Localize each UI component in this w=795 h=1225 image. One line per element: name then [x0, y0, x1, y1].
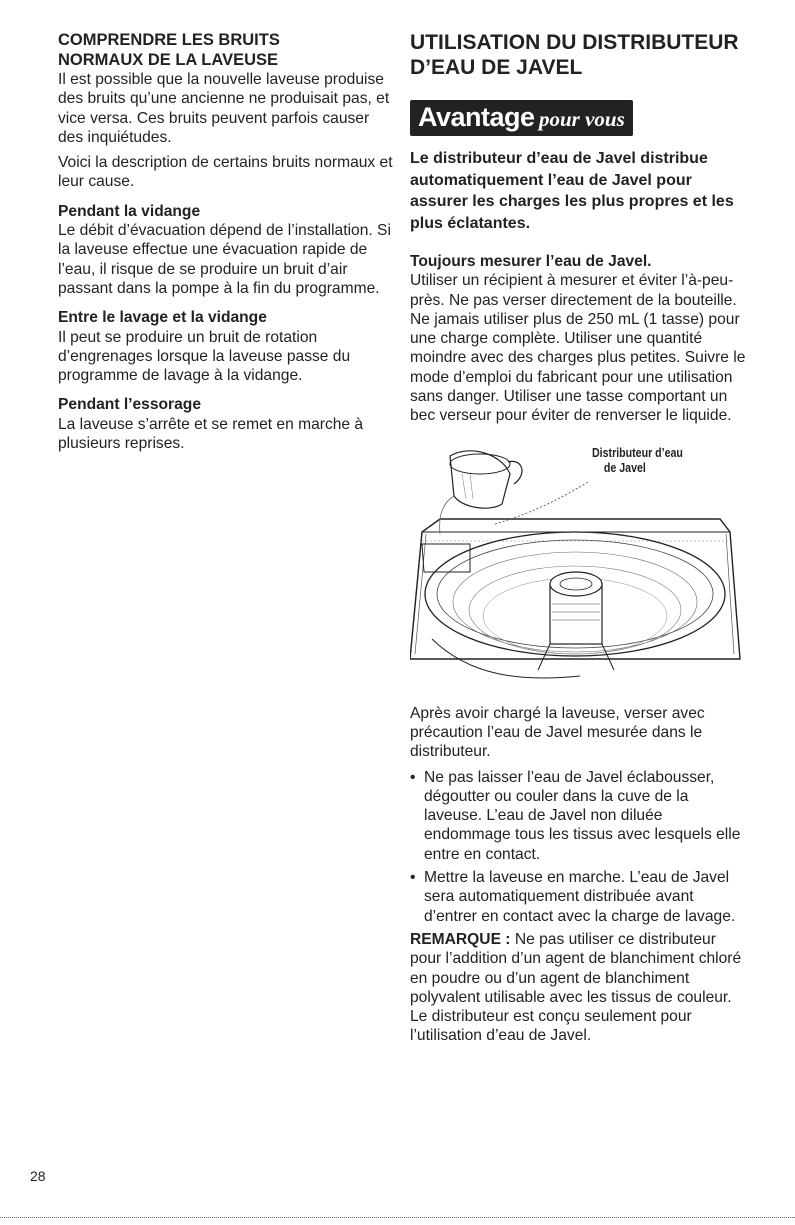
list-item — [410, 768, 750, 864]
heading-line: NORMAUX DE LA LAVEUSE — [58, 51, 279, 69]
heading-line: D’EAU DE JAVEL — [410, 56, 583, 79]
measure-text: Utiliser un récipient à mesurer et éviter l’à-peu-près. Ne pas verser directement de la bouteille. Ne jamais utiliser plus de 250 mL (1 tasse) pour une charge complète. Utiliser une quantité moindre avec des charges plus petites. Suivre le mode d’emploi du fabricant pour une utilisation sans danger. Utiliser une tasse comportant un bec verseur pour éviter de renverser le liquide. — [410, 272, 746, 425]
advantage-banner — [410, 100, 633, 136]
section-heading — [58, 30, 393, 70]
list-item — [410, 868, 750, 926]
figure-label — [592, 446, 683, 476]
banner-suffix: pour vous — [539, 107, 625, 131]
noise-section-text: Le débit d’évacuation dépend de l’installation. Si la laveuse effectue une évacuation rapide de l’eau, il risque de se produire un bruit d’air passant dans la pompe à la fin du programme. — [58, 222, 391, 297]
banner-word: Avantage — [418, 102, 535, 132]
right-column — [410, 30, 750, 1046]
after-paragraph: Après avoir chargé la laveuse, verser avec précaution l’eau de Javel mesurée dans le distributeur. — [410, 704, 705, 761]
figure-label-line: Distributeur d’eau — [592, 445, 683, 460]
intro-paragraph: Il est possible que la nouvelle laveuse produise des bruits qu’une ancienne ne produisait pas, et vice versa. Ces bruits peuvent parfois causer des inquiétudes. — [58, 71, 390, 146]
bullet-icon: • — [410, 768, 416, 786]
noise-section-title: Pendant la vidange — [58, 202, 201, 220]
bullet-icon: • — [410, 869, 416, 887]
bleach-dispenser-illustration — [410, 444, 755, 704]
noise-section — [58, 395, 393, 453]
note-label: REMARQUE : — [410, 930, 511, 948]
intro-paragraph-2: Voici la description de certains bruits normaux et leur cause. — [58, 154, 393, 191]
heading-line: COMPRENDRE LES BRUITS — [58, 31, 280, 49]
noise-section — [58, 202, 393, 298]
noise-section-title: Pendant l’essorage — [58, 396, 201, 414]
list-item-text: Ne pas laisser l’eau de Javel éclabousser, dégoutter ou couler dans la cuve de la laveuse. L’eau de Javel non diluée endommage tous les tissus avec lesquels elle entre en contact. — [424, 768, 741, 863]
note-text: Ne pas utiliser ce distributeur pour l’addition d’un agent de blanchiment chloré en poudre ou d’un agent de blanchiment polyvalent utilisable avec les tissus de couleur. Le distributeur est conçu seulement pour l’utilisation d’eau de Javel. — [410, 930, 742, 1045]
page-bottom-rule — [0, 1217, 795, 1218]
figure-label-line: de Javel — [603, 460, 646, 475]
noise-section — [58, 308, 393, 385]
section-heading — [410, 30, 750, 80]
noise-section-text: La laveuse s’arrête et se remet en marche à plusieurs reprises. — [58, 415, 364, 453]
heading-line: UTILISATION DU DISTRIBUTEUR — [410, 31, 739, 54]
list-item-text: Mettre la laveuse en marche. L’eau de Javel sera automatiquement distribuée avant d’entrer en contact avec la charge de lavage. — [424, 869, 736, 925]
instruction-list — [410, 768, 750, 926]
measure-section — [410, 252, 750, 426]
noise-section-text: Il peut se produire un bruit de rotation d’engrenages lorsque la laveuse passe du programme de lavage à la vidange. — [58, 328, 351, 385]
lead-paragraph: Le distributeur d’eau de Javel distribue automatiquement l’eau de Javel pour assurer les charges les plus propres et les plus éclatantes. — [410, 150, 734, 232]
note-paragraph — [410, 930, 750, 1046]
washer-tub-drawing — [410, 444, 755, 704]
left-column — [58, 30, 393, 453]
noise-section-title: Entre le lavage et la vidange — [58, 309, 267, 327]
measure-title: Toujours mesurer l’eau de Javel. — [410, 253, 652, 270]
page-number: 28 — [30, 1168, 46, 1184]
